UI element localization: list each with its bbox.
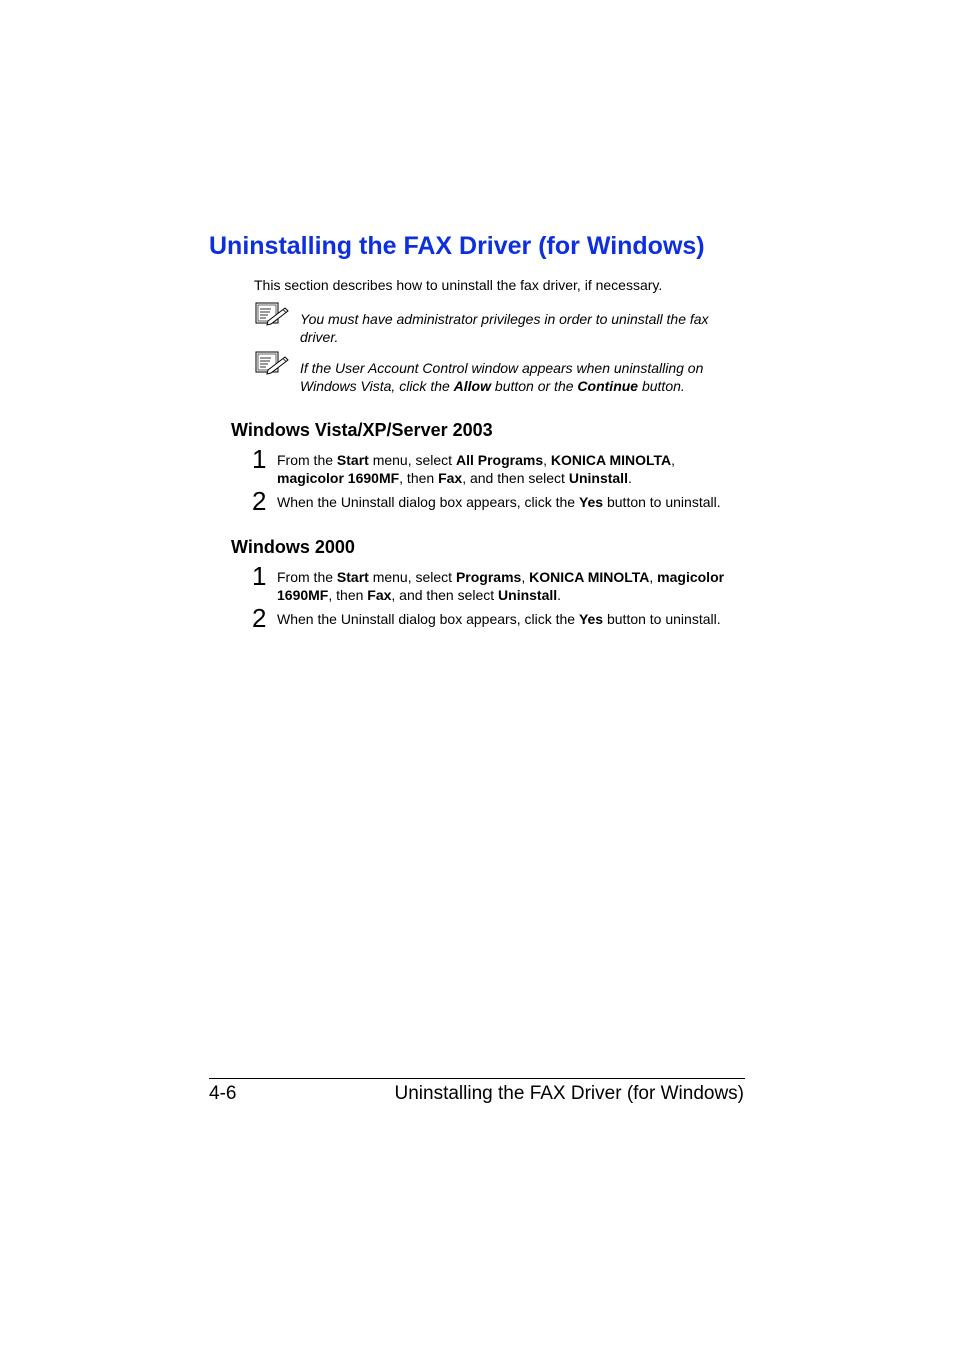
page-title: Uninstalling the FAX Driver (for Windows) [209, 232, 705, 260]
step-text: When the Uninstall dialog box appears, click the Yes button to uninstall. [277, 494, 721, 510]
step-text: When the Uninstall dialog box appears, click the Yes button to uninstall. [277, 611, 721, 627]
note-pencil-icon [254, 302, 290, 326]
intro-text: This section describes how to uninstall the fax driver, if necessary. [254, 277, 663, 293]
note-text: If the User Account Control window appears when uninstalling on Windows Vista, click the Allow button or the Continue button. [300, 360, 704, 394]
footer-chapter-title: Uninstalling the FAX Driver (for Windows) [394, 1083, 744, 1104]
step-number: 2 [252, 486, 267, 516]
note-admin [254, 302, 744, 346]
step-text: From the Start menu, select Programs, KONICA MINOLTA, magicolor 1690MF, then Fax, and then select Uninstall. [277, 569, 725, 603]
step-number: 1 [252, 561, 267, 591]
step-number: 1 [252, 444, 267, 474]
section-heading-vista-xp: Windows Vista/XP/Server 2003 [231, 420, 493, 440]
footer-rule [209, 1078, 745, 1079]
note-pencil-icon [254, 351, 290, 375]
step-text: From the Start menu, select All Programs, KONICA MINOLTA, magicolor 1690MF, then Fax, and then select Uninstall. [277, 452, 676, 486]
note-text: You must have administrator privileges in order to uninstall the fax driver. [300, 311, 709, 345]
note-uac [254, 351, 744, 395]
step-number: 2 [252, 603, 267, 633]
section-heading-win2000: Windows 2000 [231, 537, 355, 557]
footer-page-number: 4-6 [209, 1083, 237, 1104]
